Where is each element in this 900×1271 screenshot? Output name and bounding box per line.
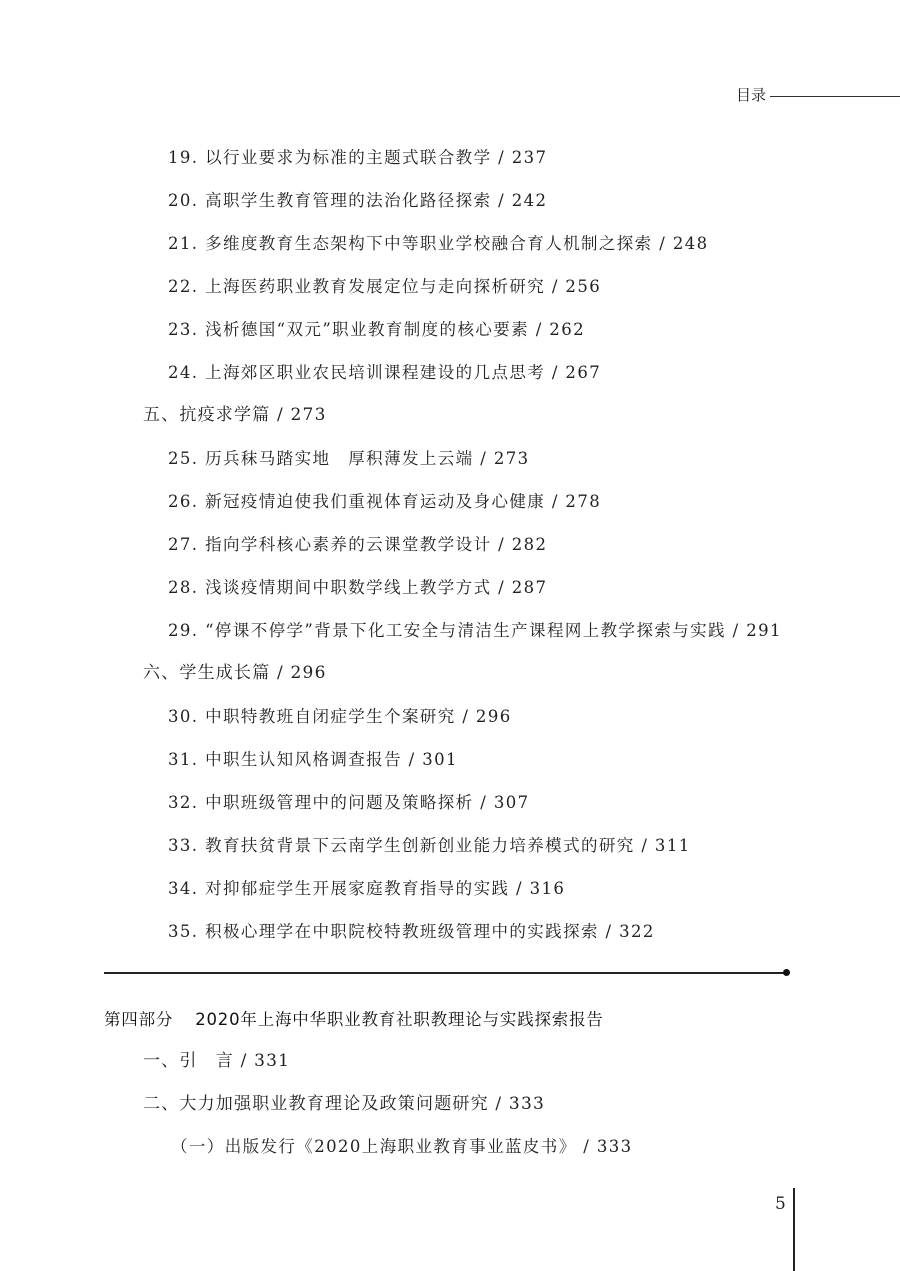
toc-section-heading[interactable]: 一、引 言 / 331 xyxy=(143,1051,291,1071)
toc-entry[interactable]: 30. 中职特教班自闭症学生个案研究 / 296 xyxy=(168,707,512,726)
toc-entry[interactable]: 33. 教育扶贫背景下云南学生创新创业能力培养模式的研究 / 311 xyxy=(168,836,691,855)
toc-section-heading[interactable]: 六、学生成长篇 / 296 xyxy=(143,663,327,683)
toc-entry[interactable]: 21. 多维度教育生态架构下中等职业学校融合育人机制之探索 / 248 xyxy=(168,234,709,253)
toc-entry[interactable]: 24. 上海郊区职业农民培训课程建设的几点思考 / 267 xyxy=(168,363,602,382)
toc-entry[interactable]: 34. 对抑郁症学生开展家庭教育指导的实践 / 316 xyxy=(168,879,566,898)
page-number-rule xyxy=(793,1188,795,1271)
toc-entry[interactable]: 22. 上海医药职业教育发展定位与走向探析研究 / 256 xyxy=(168,277,602,296)
part-four-heading[interactable] xyxy=(104,1008,604,1032)
divider-dot xyxy=(783,969,790,976)
header-rule xyxy=(770,96,900,97)
part-four-label: 第四部分 xyxy=(104,1010,174,1029)
section-label: 目录 xyxy=(736,86,767,104)
part-four-title: 2020年上海中华职业教育社职教理论与实践探索报告 xyxy=(195,1010,604,1029)
toc-entry[interactable]: 32. 中职班级管理中的问题及策略探析 / 307 xyxy=(168,793,530,812)
toc-section-heading[interactable]: 五、抗疫求学篇 / 273 xyxy=(143,405,327,425)
toc-entry[interactable]: 25. 历兵秣马踏实地 厚积薄发上云端 / 273 xyxy=(168,449,530,468)
toc-entry[interactable]: 27. 指向学科核心素养的云课堂教学设计 / 282 xyxy=(168,535,548,554)
toc-section-heading[interactable]: 二、大力加强职业教育理论及政策问题研究 / 333 xyxy=(143,1094,545,1114)
part-divider-rule xyxy=(104,972,786,974)
toc-entry[interactable]: 23. 浅析德国“双元”职业教育制度的核心要素 / 262 xyxy=(168,320,585,339)
toc-entry[interactable]: 19. 以行业要求为标准的主题式联合教学 / 237 xyxy=(168,148,548,167)
toc-entry[interactable]: 28. 浅谈疫情期间中职数学线上教学方式 / 287 xyxy=(168,578,548,597)
toc-entry[interactable]: 29. “停课不停学”背景下化工安全与清洁生产课程网上教学探索与实践 / 291 xyxy=(168,621,782,640)
toc-entry[interactable]: 20. 高职学生教育管理的法治化路径探索 / 242 xyxy=(168,191,548,210)
toc-entry[interactable]: 31. 中职生认知风格调查报告 / 301 xyxy=(168,750,458,769)
running-header xyxy=(736,84,900,108)
toc-entry[interactable]: 35. 积极心理学在中职院校特教班级管理中的实践探索 / 322 xyxy=(168,922,655,941)
toc-entry[interactable]: 26. 新冠疫情迫使我们重视体育运动及身心健康 / 278 xyxy=(168,492,602,511)
page-number: 5 xyxy=(775,1194,786,1214)
toc-subsection[interactable]: （一）出版发行《2020上海职业教育事业蓝皮书》 / 333 xyxy=(171,1137,633,1156)
